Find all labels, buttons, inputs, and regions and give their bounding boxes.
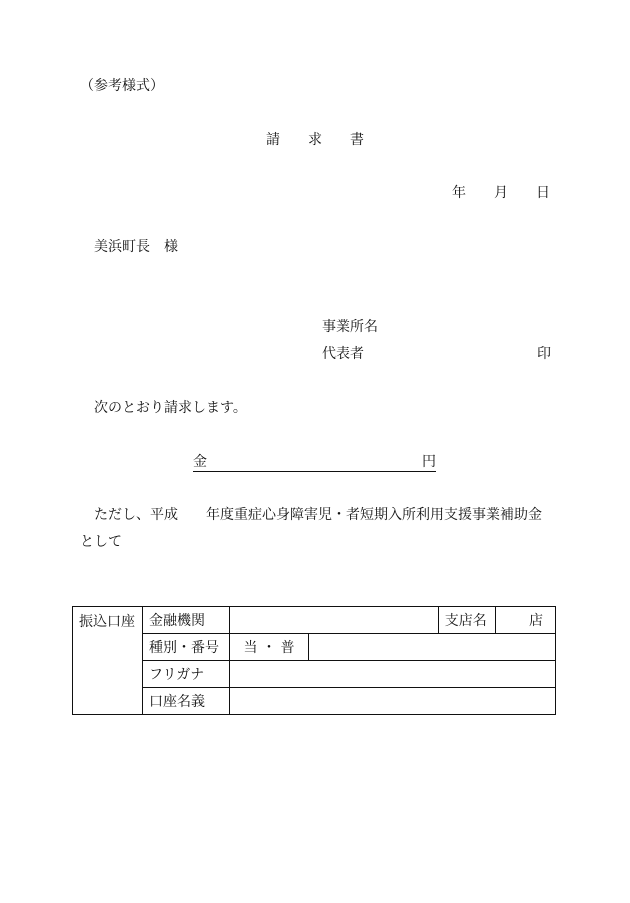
institution-label: 金融機関 bbox=[143, 607, 230, 634]
representative-label: 代表者 bbox=[322, 346, 364, 362]
institution-field[interactable] bbox=[230, 607, 439, 634]
furigana-label: フリガナ bbox=[143, 661, 230, 688]
furigana-field[interactable] bbox=[230, 661, 556, 688]
bank-account-table bbox=[72, 606, 556, 715]
seal-mark: 印 bbox=[537, 346, 551, 362]
office-name-label: 事業所名 bbox=[322, 319, 378, 335]
purpose-lead: ただし、平成 bbox=[94, 507, 178, 523]
holder-label: 口座名義 bbox=[143, 688, 230, 715]
purpose-rest: 年度重症心身障害児・者短期入所利用支援事業補助金 bbox=[206, 507, 542, 523]
purpose-line-2: として bbox=[80, 534, 122, 550]
amount-field[interactable] bbox=[193, 453, 436, 472]
date-line bbox=[452, 184, 550, 202]
branch-field[interactable] bbox=[495, 607, 555, 634]
date-month: 月 bbox=[494, 185, 508, 201]
bank-header: 振込口座 bbox=[73, 607, 143, 715]
document-title bbox=[0, 131, 630, 149]
intro-text: 次のとおり請求します。 bbox=[94, 400, 247, 416]
reference-label: （参考様式） bbox=[80, 78, 164, 94]
branch-suffix: 店 bbox=[529, 613, 543, 629]
title-char-3: 書 bbox=[350, 132, 364, 148]
amount-suffix: 円 bbox=[422, 454, 436, 470]
title-char-2: 求 bbox=[308, 132, 322, 148]
account-type-options[interactable]: 当 ・ 普 bbox=[230, 634, 309, 661]
addressee: 美浜町長 様 bbox=[94, 239, 178, 255]
purpose-line-1 bbox=[94, 506, 542, 524]
type-label: 種別・番号 bbox=[143, 634, 230, 661]
account-number-field[interactable] bbox=[309, 634, 556, 661]
date-year: 年 bbox=[452, 185, 466, 201]
branch-label: 支店名 bbox=[438, 607, 495, 634]
holder-field[interactable] bbox=[230, 688, 556, 715]
title-char-1: 請 bbox=[266, 132, 280, 148]
date-day: 日 bbox=[536, 185, 550, 201]
amount-prefix: 金 bbox=[193, 454, 207, 470]
